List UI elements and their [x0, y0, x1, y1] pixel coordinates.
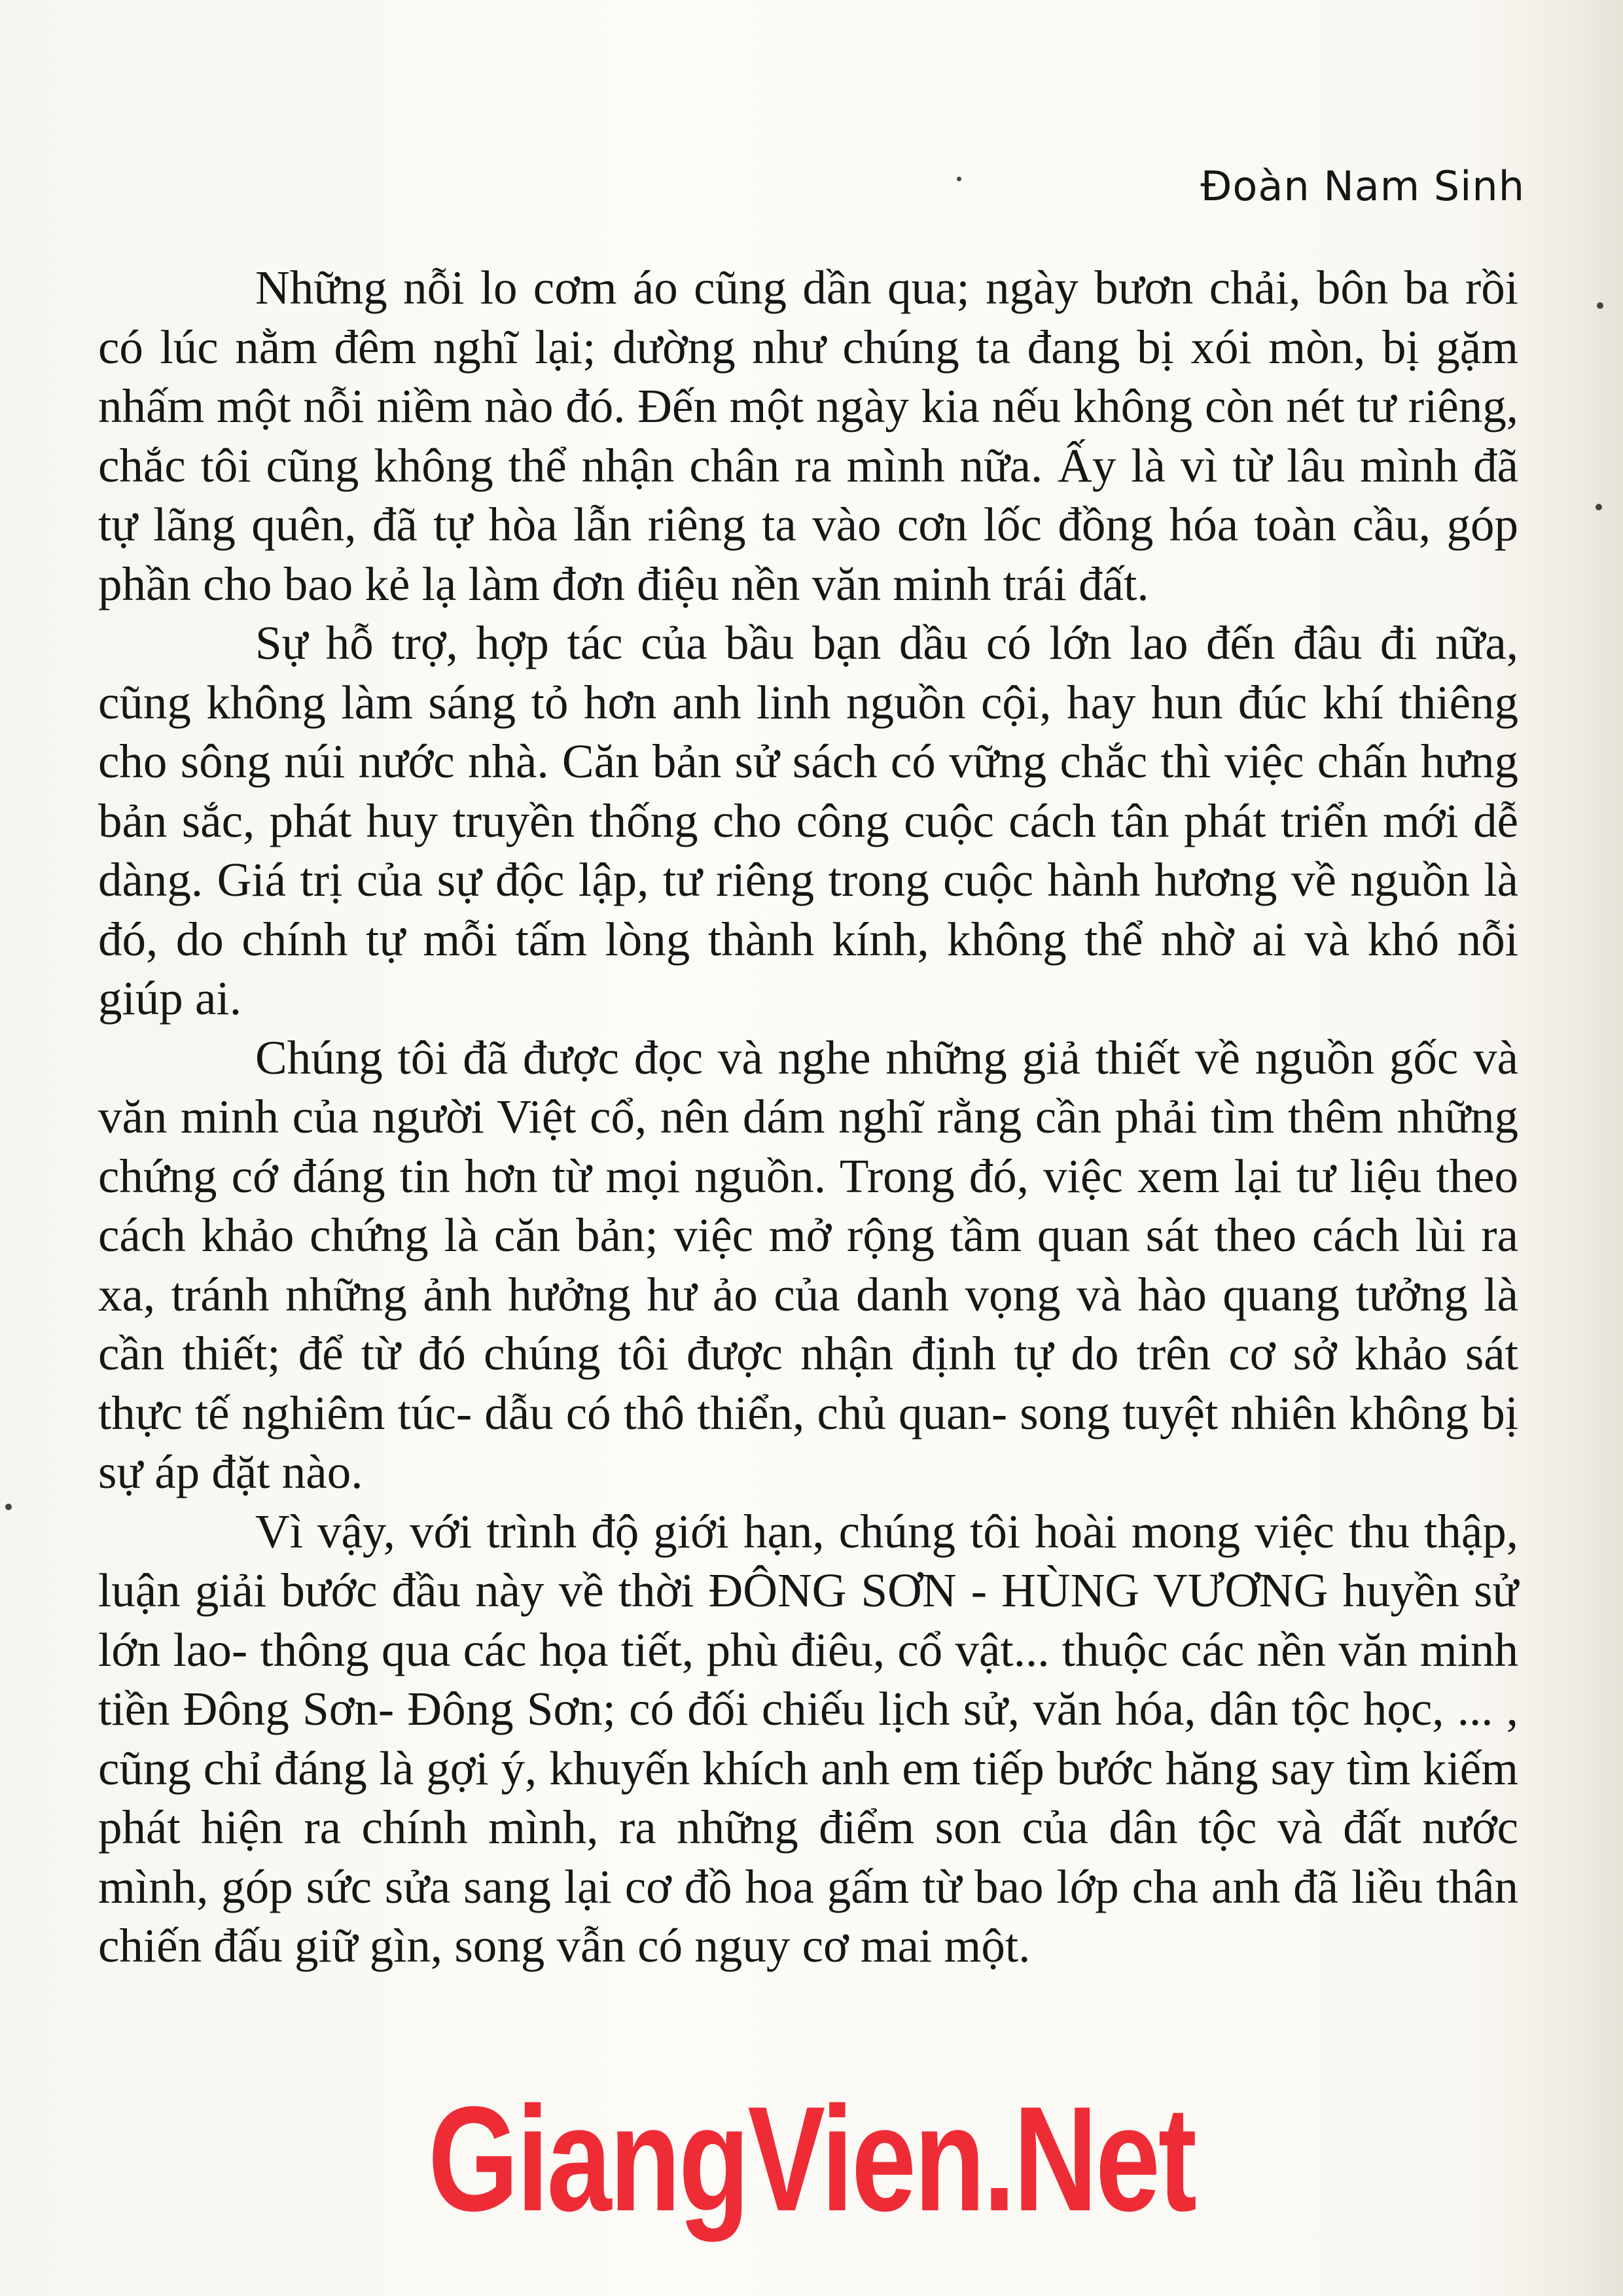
page-speck — [1596, 504, 1602, 510]
running-header-author: Đoàn Nam Sinh — [1200, 162, 1525, 210]
page-speck — [5, 1504, 12, 1510]
paragraph-4: Vì vậy, với trình độ giới hạn, chúng tôi hoài mong việc thu thập, luận giải bước đầu này về thời ĐÔNG SƠN - HÙNG VƯƠNG huyền sử lớn lao- thông qua các họa tiết, phù điêu, cổ vật... thuộc các nền văn minh tiền Đông Sơn- Đông Sơn; có đối chiếu lịch sử, văn hóa, dân tộc học, ... , cũng chỉ đáng là gợi ý, khuyến khích anh em tiếp bước hăng say tìm kiếm phát hiện ra chính mình, ra những điểm son của dân tộc và đất nước mình, góp sức sửa sang lại cơ đồ hoa gấm từ bao lớp cha anh đã liều thân chiến đấu giữ gìn, song vẫn có nguy cơ mai một. — [98, 1504, 1518, 1972]
body-text — [98, 258, 1518, 1976]
page-speck — [1597, 302, 1603, 309]
paragraph-1: Những nỗi lo cơm áo cũng dần qua; ngày bươn chải, bôn ba rồi có lúc nằm đêm nghĩ lại; dường như chúng ta đang bị xói mòn, bị gặm nhấm một nỗi niềm nào đó. Đến một ngày kia nếu không còn nét tư riêng, chắc tôi cũng không thể nhận chân ra mình nữa. Ấy là vì từ lâu mình đã tự lãng quên, đã tự hòa lẫn riêng ta vào cơn lốc đồng hóa toàn cầu, góp phần cho bao kẻ lạ làm đơn điệu nền văn minh trái đất. — [98, 261, 1518, 610]
paragraph-2: Sự hỗ trợ, hợp tác của bầu bạn dầu có lớn lao đến đâu đi nữa, cũng không làm sáng tỏ hơn anh linh nguồn cội, hay hun đúc khí thiêng cho sông núi nước nhà. Căn bản sử sách có vững chắc thì việc chấn hưng bản sắc, phát huy truyền thống cho công cuộc cách tân phát triển mới dễ dàng. Giá trị của sự độc lập, tư riêng trong cuộc hành hương về nguồn là đó, do chính tự mỗi tấm lòng thành kính, không thể nhờ ai và khó nỗi giúp ai. — [98, 616, 1518, 1025]
paragraph-3: Chúng tôi đã được đọc và nghe những giả thiết về nguồn gốc và văn minh của người Việt cổ, nên dám nghĩ rằng cần phải tìm thêm những chứng cớ đáng tin hơn từ mọi nguồn. Trong đó, việc xem lại tư liệu theo cách khảo chứng là căn bản; việc mở rộng tầm quan sát theo cách lùi ra xa, tránh những ảnh hưởng hư ảo của danh vọng và hào quang tưởng là cần thiết; để từ đó chúng tôi được nhận định tự do trên cơ sở khảo sát thực tế nghiêm túc- dẫu có thô thiển, chủ quan- song tuyệt nhiên không bị sự áp đặt nào. — [98, 1031, 1518, 1498]
watermark-logo: GiangVien.Net — [428, 2076, 1195, 2242]
page-speck — [957, 177, 961, 181]
